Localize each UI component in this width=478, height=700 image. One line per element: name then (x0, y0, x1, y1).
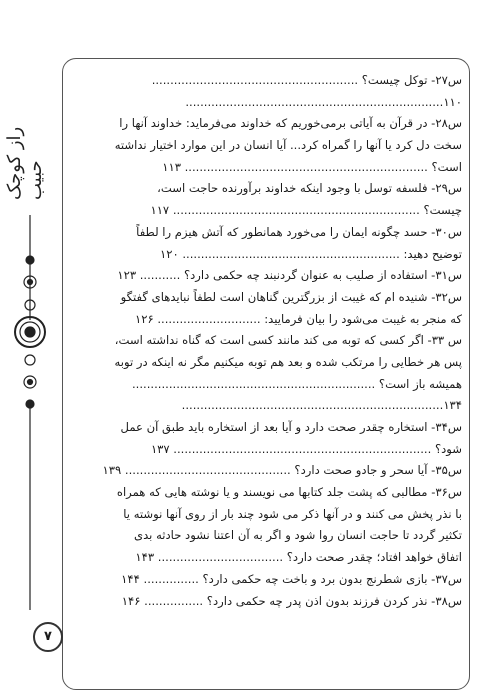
toc-line: ۱۳۴....................................................................... (181, 398, 462, 413)
toc-line: س۳۶- مطالبی که پشت جلد کتابها می نویسند و یا نوشته هایی که همراه (116, 485, 462, 500)
toc-line: س۳۵- آیا سحر و جادو صحت دارد؟ ............................................. ۱۳۹ (102, 463, 462, 478)
toc-line: تکثیر گردد تا حاجت انسان روا شود و اگر به آن اعتنا نشود حادثه بدی (134, 528, 462, 543)
toc-line: س۲۸- در قرآن به آیاتی برمی‌خوریم که خداوند می‌فرماید: خداوند آنها را (119, 116, 462, 131)
table-of-contents (70, 70, 462, 612)
toc-line: س۳۸- نذر کردن فرزند بدون اذن پدر چه حکمی دارد؟ ................ ۱۴۶ (121, 593, 462, 608)
toc-line: که منجر به غیبت می‌شود را بیان فرمایید: ............................ ۱۲۶ (135, 311, 462, 326)
toc-line: اتفاق خواهد افتاد؛ چقدر صحت دارد؟ .................................. ۱۴۳ (135, 550, 462, 565)
toc-line: توضیح دهید: ........................................................... ۱۲۰ (160, 246, 462, 261)
toc-line: پس هر خطایی را مرتکب شده و بعد هم توبه میکنیم مگر نه اینکه در توبه (114, 354, 462, 369)
toc-line: س۳۴- استخاره چقدر صحت دارد و آیا بعد از استخاره باید طبق آن عمل (120, 420, 462, 434)
toc-line: س۳۲- شنیده ام که غیبت از بزرگترین گناهان است لطفاً نبایدهای گفتگو (120, 289, 462, 304)
toc-line: با نذر پخش می کنند و در آنها ذکر می شود چند بار از روی آنها نوشته یا (123, 506, 462, 521)
toc-line: س۲۹- فلسفه توسل با وجود اینکه خداوند برآورنده حاجت است، (157, 181, 462, 196)
toc-line: چیست؟ ................................................................... ۱۱۷ (150, 203, 462, 218)
toc-line: س ۳۳- اگر کسی که توبه می کند مانند کسی است که گناه نداشته است، (114, 333, 462, 348)
toc-line: شود؟ ...................................................................... ۱۳۷ (150, 441, 462, 456)
page-number: ۷ (33, 622, 63, 652)
toc-line: س۳۰- حسد چگونه ایمان را می‌خورد همانطور که آتش هیزم را لطفاً (136, 224, 462, 239)
toc-line: س۲۷- توکل چیست؟ ........................................................ (151, 73, 462, 87)
toc-line: سخت دل کرد یا آنها را گمراه کرد... آیا انسان در این موارد اختیار نداشته (114, 138, 462, 153)
toc-line: ۱۱۰...................................................................... (185, 94, 462, 109)
toc-line: س۳۱- استفاده از صلیب به عنوان گردنبند چه حکمی دارد؟ ........... ۱۲۳ (117, 268, 462, 283)
toc-line: همیشه باز است؟ .................................................................. (132, 376, 462, 391)
book-title: راز کوچک حبیب (4, 126, 46, 200)
toc-line: س۳۷- بازی شطرنج بدون برد و باخت چه حکمی دارد؟ ............... ۱۴۴ (121, 571, 462, 586)
toc-line: است؟ .................................................................. ۱۱۳ (162, 159, 462, 174)
